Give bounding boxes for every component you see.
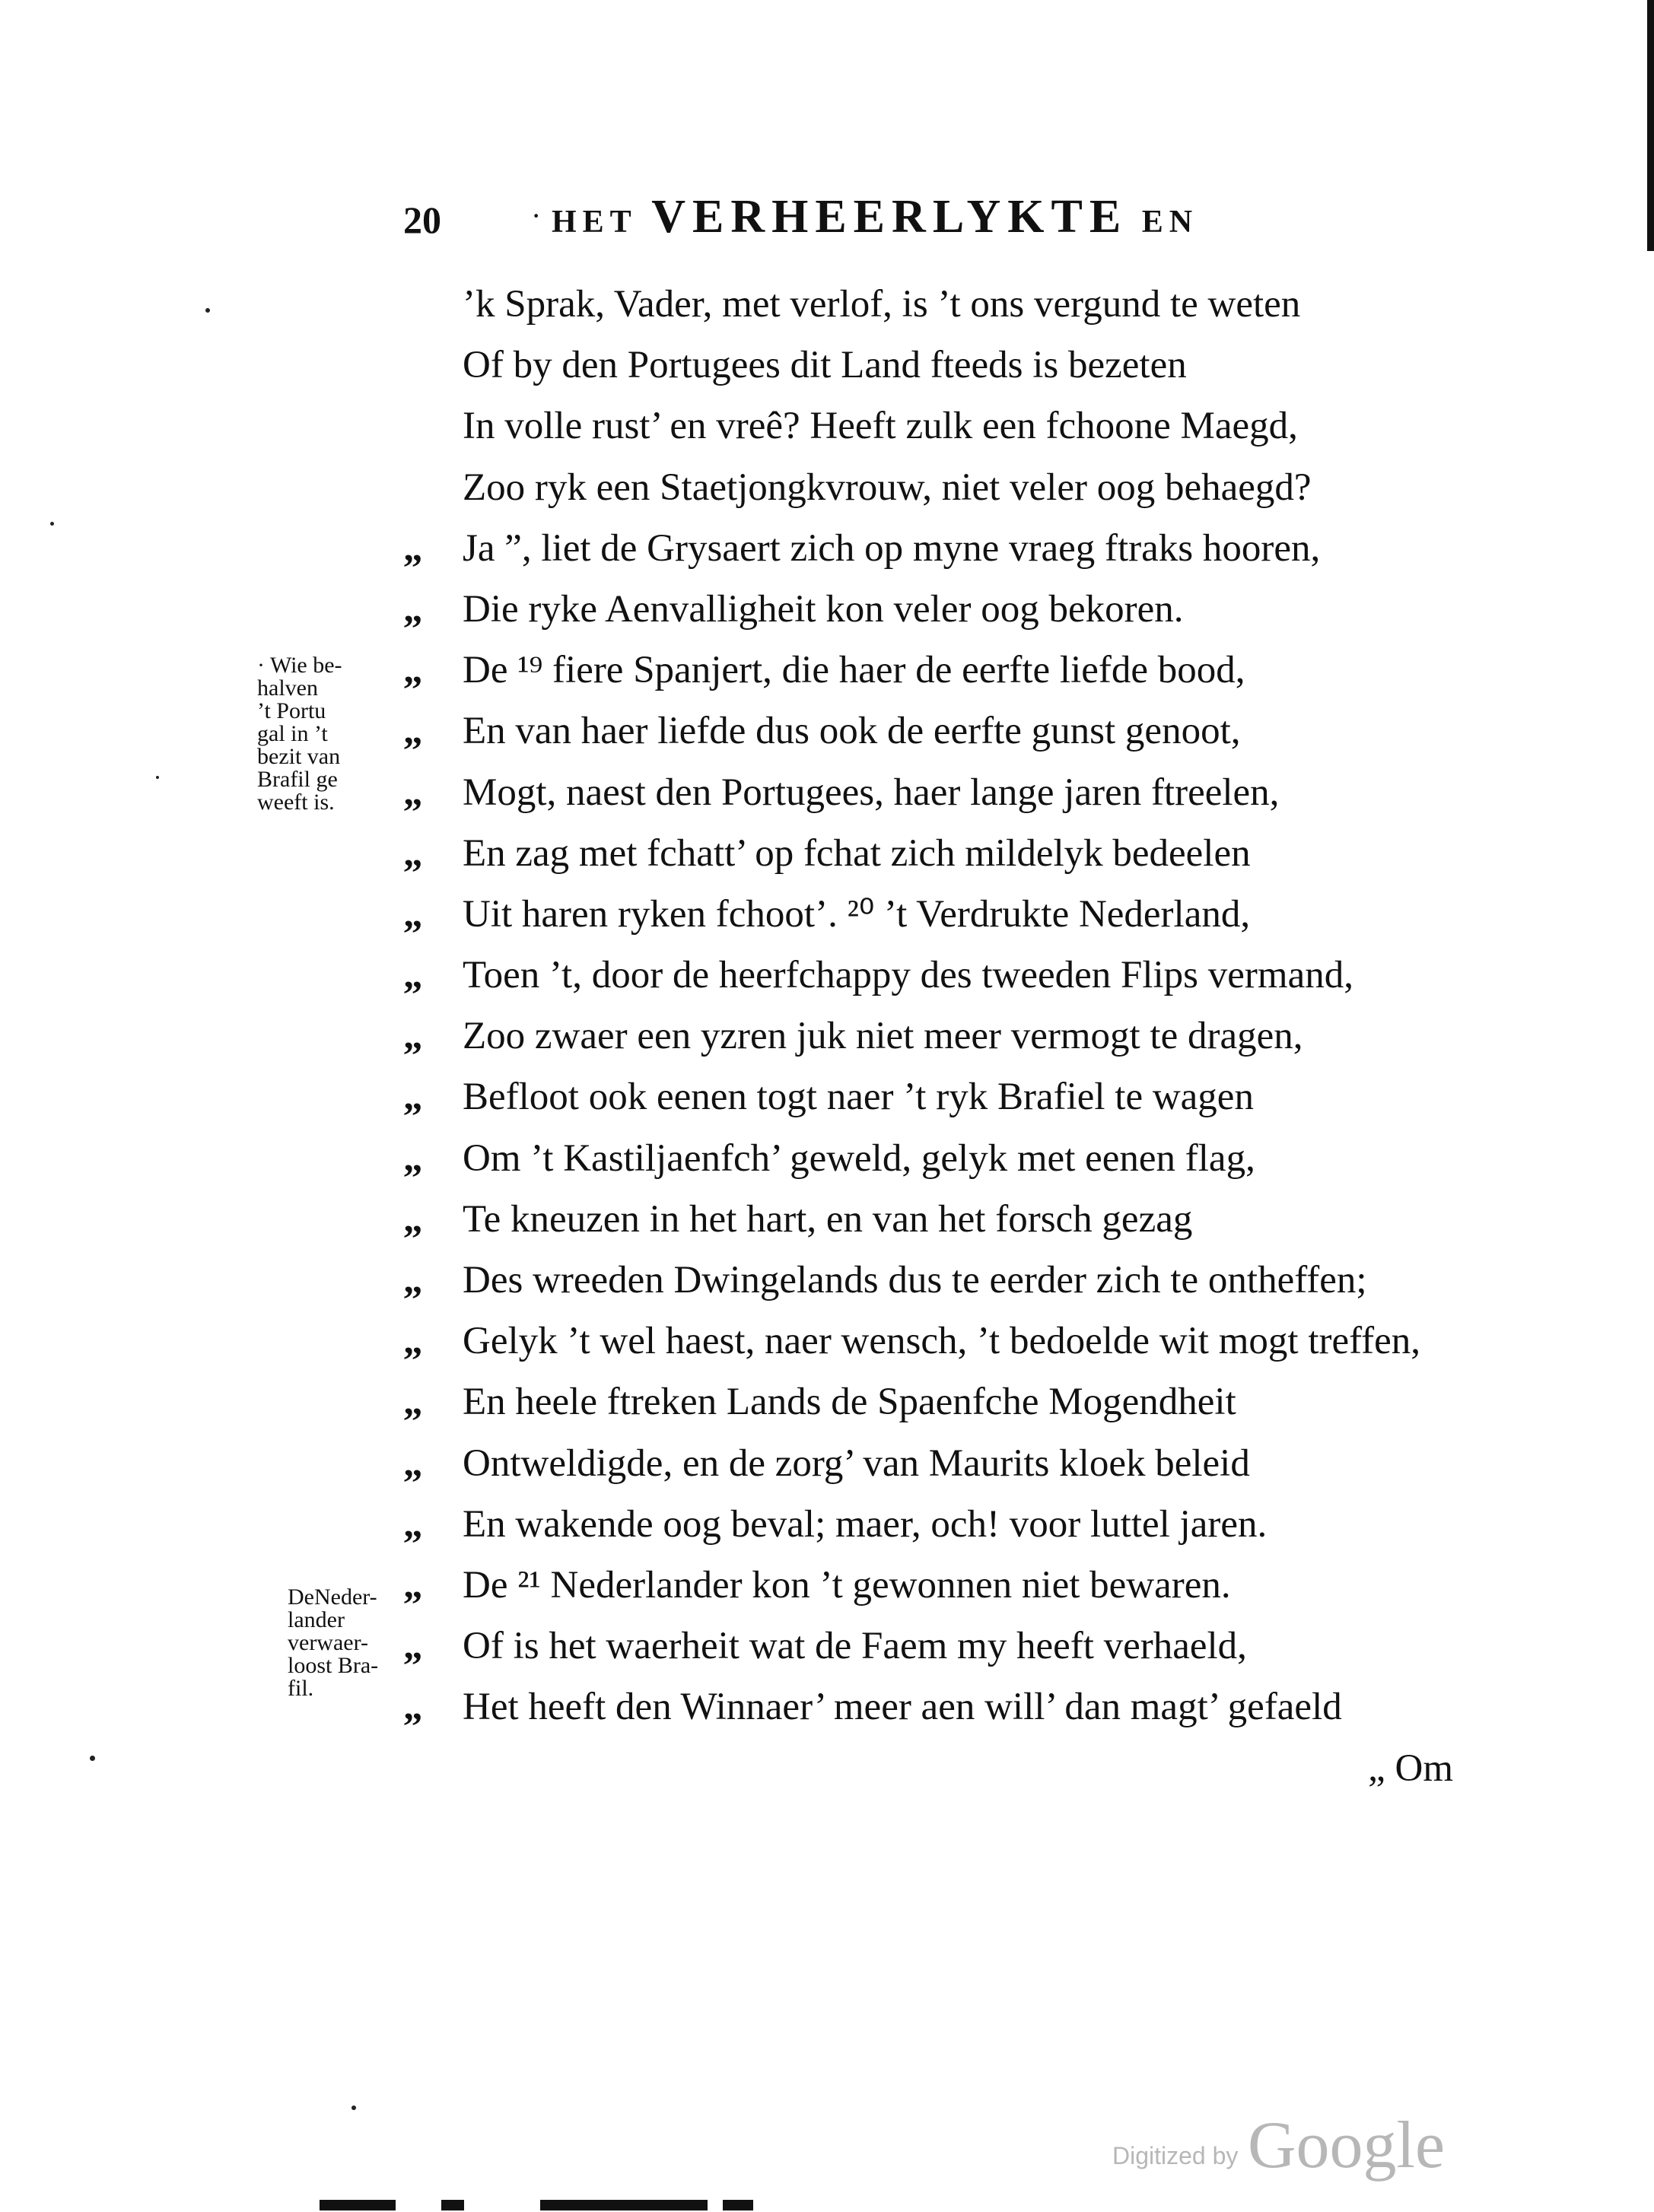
verse-line [403, 1006, 1506, 1066]
verse-text: Zoo ryk een Staetjongkvrouw, niet veler oog behaegd? [463, 466, 1312, 509]
verse-line [403, 701, 1506, 761]
verse-text: Of is het waerheit wat de Faem my heeft verhaeld, [463, 1625, 1247, 1668]
sidenote-line: · Wie be- [257, 653, 342, 678]
verse-text: En heele ftreken Lands de Spaenfche Mogendheit [463, 1381, 1236, 1424]
verse-line [403, 823, 1506, 884]
catchword: „ Om [1368, 1746, 1453, 1790]
verse-text: Om ’t Kastiljaenfch’ geweld, gelyk met eenen flag, [463, 1136, 1255, 1180]
header-dot: · [531, 199, 542, 233]
sidenote-line: lander [288, 1607, 345, 1632]
verse-line [403, 579, 1506, 640]
sidenote-line: Brafil ge [257, 767, 338, 792]
sidenote-line: bezit van [257, 744, 341, 769]
verse-text: En wakende oog beval; maer, och! voor luttel jaren. [463, 1502, 1268, 1546]
verse-text: ’k Sprak, Vader, met verlof, is ’t ons vergund te weten [463, 283, 1301, 326]
verse-line [403, 1676, 1506, 1737]
verse-text: En zag met fchatt’ op fchat zich mildelyk bedeelen [463, 831, 1251, 875]
sidenote-line: DeNeder- [288, 1584, 377, 1610]
title-prefix: HET [552, 205, 638, 240]
quote-mark: „ [403, 1259, 423, 1301]
google-logo: Google [1248, 2109, 1446, 2182]
verse-line [403, 518, 1506, 579]
quote-mark: „ [403, 526, 423, 570]
sidenote-brazil-lost [288, 1586, 378, 1700]
verse-line [403, 640, 1506, 701]
verse-text: Ja ”, liet de Grysaert zich op myne vraeg ftraks hooren, [463, 526, 1321, 570]
sidenote-line: loost Bra- [288, 1653, 379, 1678]
verse-text: Des wreeden Dwingelands dus te eerder zich te ontheffen; [463, 1259, 1367, 1301]
verse-line [403, 1066, 1506, 1127]
verse-line [403, 1433, 1506, 1494]
quote-mark: „ [403, 1076, 423, 1119]
verse-text: Die ryke Aenvalligheit kon veler oog bekoren. [463, 587, 1184, 631]
title-suffix: EN [1141, 205, 1199, 240]
verse-line [403, 335, 1506, 396]
verse-text: Te kneuzen in het hart, en van het forsch gezag [463, 1197, 1193, 1241]
quote-mark: „ [403, 587, 423, 631]
sidenote-line: fil. [288, 1676, 314, 1701]
verse-text: En van haer liefde dus ook de eerfte gunst genoot, [463, 710, 1241, 753]
sidenote-line: verwaer- [288, 1630, 368, 1655]
watermark-text: Digitized by [1112, 2142, 1239, 2169]
scan-bottom-edge [312, 2197, 1301, 2212]
verse-block [403, 274, 1506, 1799]
quote-mark: „ [403, 1381, 423, 1424]
verse-text: Toen ’t, door de heerfchappy des tweeden Flips vermand, [463, 954, 1353, 997]
quote-mark: „ [403, 771, 423, 814]
sidenote-line: halven [257, 675, 318, 701]
verse-text: Mogt, naest den Portugees, haer lange jaren ftreelen, [463, 771, 1280, 814]
verse-text: De ²¹ Nederlander kon ’t gewonnen niet bewaren. [463, 1563, 1231, 1607]
running-title [552, 190, 1198, 244]
verse-text: Zoo zwaer een yzren juk niet meer vermogt te dragen, [463, 1015, 1303, 1058]
title-main: VERHEERLYKTE [651, 191, 1128, 243]
verse-line [403, 1128, 1506, 1189]
digitized-watermark [1112, 2107, 1508, 2191]
verse-text: Gelyk ’t wel haest, naer wensch, ’t bedoelde wit mogt treffen, [463, 1320, 1421, 1363]
verse-line [403, 274, 1506, 335]
verse-line [403, 1371, 1506, 1432]
quote-mark: „ [403, 1502, 423, 1546]
sidenote-line: ’t Portu [257, 698, 326, 723]
page-number: 20 [403, 199, 441, 241]
verse-text: Het heeft den Winnaer’ meer aen will’ dan magt’ gefaeld [463, 1686, 1342, 1729]
verse-text: In volle rust’ en vreê? Heeft zulk een fchoone Maegd, [463, 405, 1298, 448]
quote-mark: „ [403, 649, 423, 692]
verse-text: Ontweldigde, en de zorg’ van Maurits kloek beleid [463, 1441, 1250, 1485]
running-header [403, 190, 1316, 243]
verse-line [403, 884, 1506, 945]
verse-line [403, 1311, 1506, 1371]
verse-line [403, 945, 1506, 1006]
verse-line [403, 1555, 1506, 1616]
quote-mark: „ [403, 831, 423, 875]
verse-line [403, 762, 1506, 823]
quote-mark: „ [403, 710, 423, 753]
verse-line [403, 1250, 1506, 1311]
quote-mark: „ [403, 1197, 423, 1241]
quote-mark: „ [403, 1320, 423, 1363]
quote-mark: „ [403, 892, 423, 936]
verse-text: Befloot ook eenen togt naer ’t ryk Brafiel te wagen [463, 1076, 1254, 1119]
quote-mark: „ [403, 1563, 423, 1607]
verse-line [403, 457, 1506, 518]
verse-line [403, 396, 1506, 456]
sidenote-line: gal in ’t [257, 721, 328, 746]
verse-line [403, 1189, 1506, 1250]
verse-text: Of by den Portugees dit Land fteeds is bezeten [463, 344, 1187, 387]
quote-mark: „ [403, 1015, 423, 1058]
binding-edge [1647, 0, 1654, 251]
verse-line [403, 1494, 1506, 1555]
verse-text: Uit haren ryken fchoot’. ²⁰ ’t Verdrukte Nederland, [463, 892, 1251, 936]
sidenote-portugal [257, 654, 342, 814]
quote-mark: „ [403, 1686, 423, 1729]
quote-mark: „ [403, 1625, 423, 1668]
sidenote-line: weeft is. [257, 790, 335, 815]
quote-mark: „ [403, 1136, 423, 1180]
quote-mark: „ [403, 954, 423, 997]
quote-mark: „ [403, 1441, 423, 1485]
verse-text: De ¹⁹ fiere Spanjert, die haer de eerfte liefde bood, [463, 649, 1245, 692]
verse-line [403, 1616, 1506, 1676]
